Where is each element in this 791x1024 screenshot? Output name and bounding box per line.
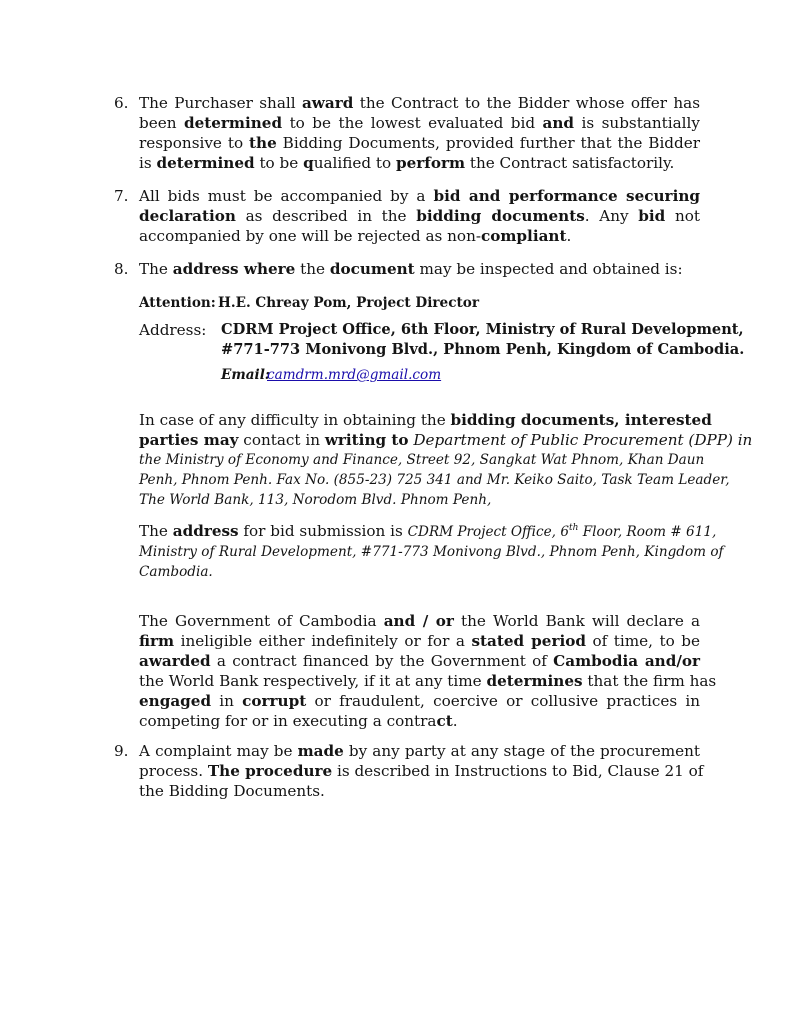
difficulty-line-5: The World Bank, 113, Norodom Blvd. Phnom Penh,	[139, 492, 492, 508]
address-line-1: CDRM Project Office, 6th Floor, Ministry of Rural Development,	[221, 321, 744, 338]
difficulty-line-2: parties may contact in writing to Department of Public Procurement (DPP) in	[139, 431, 753, 449]
government-line-6: competing for or in executing a contract.	[139, 712, 458, 730]
submission-line-3: Cambodia.	[139, 564, 213, 581]
government-line-3: awarded a contract financed by the Government of Cambodia and/or	[139, 652, 700, 670]
government-line-1: The Government of Cambodia and / or the World Bank will declare a	[139, 612, 700, 630]
submission-paragraph	[139, 518, 724, 582]
difficulty-line-1: In case of any difficulty in obtaining the bidding documents, interested	[139, 411, 712, 429]
item-9-paragraph	[139, 741, 704, 801]
item-9-line-3: the Bidding Documents.	[139, 782, 325, 800]
government-paragraph	[139, 611, 717, 731]
attention-value: H.E. Chreay Pom, Project Director	[218, 295, 479, 311]
item-9-line-2: process. The procedure is described in Instructions to Bid, Clause 21 of	[139, 762, 704, 780]
item-6-line-3: responsive to the Bidding Documents, provided further that the Bidder	[139, 134, 700, 152]
item-9-line-1: A complaint may be made by any party at any stage of the procurement	[139, 742, 700, 760]
government-line-5: engaged in corrupt or fraudulent, coercive or collusive practices in	[139, 692, 700, 710]
item-7-line-1: All bids must be accompanied by a bid and performance securing	[139, 187, 700, 205]
item-6-number: 6.	[114, 94, 129, 112]
item-6-line-4: is determined to be qualified to perform the Contract satisfactorily.	[139, 154, 675, 172]
government-line-2: firm ineligible either indefinitely or for a stated period of time, to be	[139, 632, 701, 650]
address-label: Address:	[139, 321, 207, 339]
item-9-number: 9.	[114, 742, 129, 760]
item-7-line-2: declaration as described in the bidding documents. Any bid not	[139, 207, 701, 225]
item-8-line-1: The address where the document may be inspected and obtained is:	[139, 260, 683, 278]
submission-line-1: The address for bid submission is CDRM Project Office, 6th Floor, Room # 611,	[139, 522, 717, 541]
item-8-paragraph	[139, 259, 700, 279]
item-7-line-3: accompanied by one will be rejected as non-compliant.	[139, 227, 572, 245]
difficulty-paragraph	[139, 410, 753, 510]
submission-line-2: Ministry of Rural Development, #771-773 Monivong Blvd., Phnom Penh, Kingdom of	[139, 544, 724, 561]
difficulty-line-4: Penh, Phnom Penh. Fax No. (855-23) 725 341 and Mr. Keiko Saito, Task Team Leader,	[139, 472, 730, 488]
item-7-paragraph	[139, 186, 700, 246]
item-6-paragraph	[139, 93, 700, 173]
item-6-line-1: The Purchaser shall award the Contract to the Bidder whose offer has	[139, 94, 701, 112]
government-line-4: the World Bank respectively, if it at any time determines that the firm has	[139, 672, 717, 690]
attention-label: Attention:	[139, 295, 216, 311]
item-6-line-2: been determined to be the lowest evaluated bid and is substantially	[139, 114, 700, 132]
item-8-number: 8.	[114, 260, 129, 278]
email-label: Email:	[221, 367, 270, 383]
email-link[interactable]: camdrm.mrd@gmail.com	[267, 367, 442, 383]
address-line-2: #771-773 Monivong Blvd., Phnom Penh, Kingdom of Cambodia.	[221, 341, 745, 358]
item-7-number: 7.	[114, 187, 129, 205]
difficulty-line-3: the Ministry of Economy and Finance, Street 92, Sangkat Wat Phnom, Khan Daun	[139, 452, 705, 468]
